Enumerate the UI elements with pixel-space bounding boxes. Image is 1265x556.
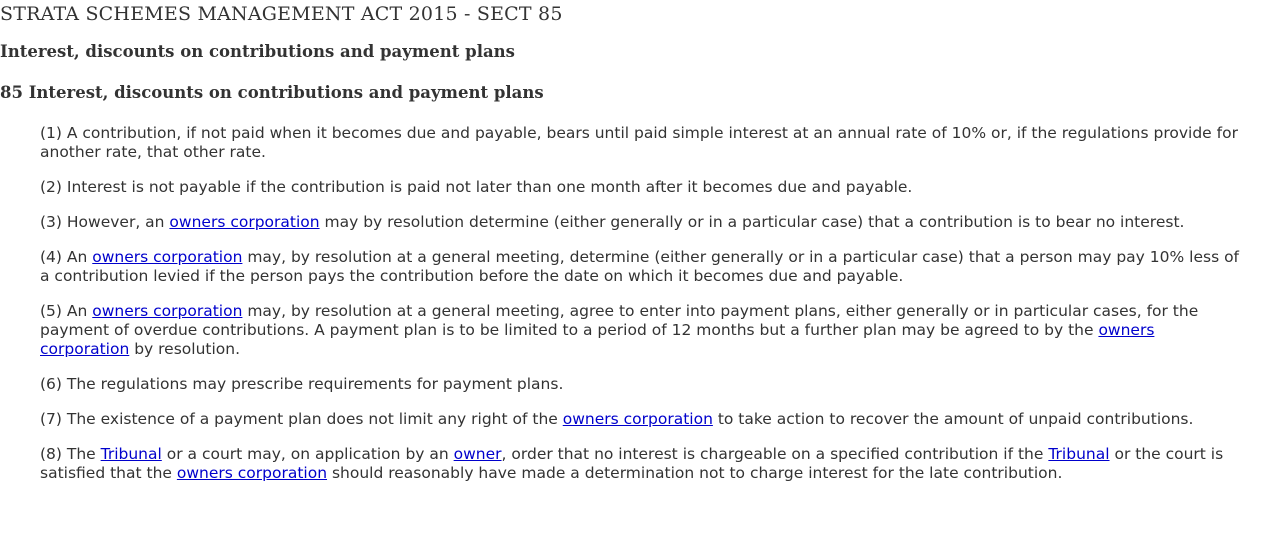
owners-corporation-link[interactable]: owners corporation (562, 410, 713, 428)
subsection-8 (40, 445, 1240, 483)
subsection-text: (5) An (40, 302, 93, 320)
owners-corporation-link[interactable]: owners corporation (92, 248, 243, 266)
subsection-text: may, by resolution at a general meeting, agree to enter into payment plans, either generally or in particular cases, for the payment of overdue contributions. A payment plan is to be limited to a period of 12 months but a further plan may be agreed to by the (40, 302, 1199, 339)
subsection-5 (40, 302, 1240, 359)
subsection-text: may by resolution determine (either generally or in a particular case) that a contribution is to bear no interest. (319, 213, 1185, 231)
owners-corporation-link[interactable]: owners corporation (40, 321, 1155, 358)
subsection-text: to take action to recover the amount of unpaid contributions. (712, 410, 1194, 428)
subsection-text: (7) The existence of a payment plan does not limit any right of the (40, 410, 563, 428)
subsection-text: (1) A contribution, if not paid when it becomes due and payable, bears until paid simple interest at an annual rate of 10% or, if the regulations provide for another rate, that other rate. (40, 124, 1238, 161)
subsection-2 (40, 178, 1240, 197)
owners-corporation-link[interactable]: owners corporation (92, 302, 243, 320)
subsection-7 (40, 410, 1240, 429)
subsection-text: or a court may, on application by an (161, 445, 454, 463)
subsection-text: (8) The (40, 445, 101, 463)
subsection-text: or the court is satisfied that the (40, 445, 1224, 482)
subsection-3 (40, 213, 1240, 232)
subsection-text: (6) The regulations may prescribe requirements for payment plans. (40, 375, 564, 393)
subsection-text: should reasonably have made a determination not to charge interest for the late contribution. (327, 464, 1063, 482)
owners-corporation-link[interactable]: owners corporation (169, 213, 320, 231)
subsection-list (40, 124, 1240, 499)
owner-link[interactable]: owner (453, 445, 502, 463)
section-heading: 85 Interest, discounts on contributions and payment plans (0, 83, 544, 102)
section-subtitle: Interest, discounts on contributions and payment plans (0, 42, 515, 61)
owners-corporation-link[interactable]: owners corporation (176, 464, 328, 482)
tribunal-link[interactable]: Tribunal (1048, 445, 1110, 463)
subsection-text: (2) Interest is not payable if the contribution is paid not later than one month after it becomes due and payable. (40, 178, 913, 196)
subsection-text: , order that no interest is chargeable on a specified contribution if the (501, 445, 1049, 463)
subsection-4 (40, 248, 1240, 286)
subsection-text: by resolution. (129, 340, 241, 358)
subsection-1 (40, 124, 1240, 162)
act-title: STRATA SCHEMES MANAGEMENT ACT 2015 - SECT 85 (0, 3, 563, 25)
subsection-text: may, by resolution at a general meeting, determine (either generally or in a particular case) that a person may pay 10% less of a contribution levied if the person pays the contribution before the date on which it becomes due and payable. (40, 248, 1240, 285)
subsection-text: (3) However, an (40, 213, 170, 231)
subsection-6 (40, 375, 1240, 394)
tribunal-link[interactable]: Tribunal (100, 445, 162, 463)
subsection-text: (4) An (40, 248, 93, 266)
